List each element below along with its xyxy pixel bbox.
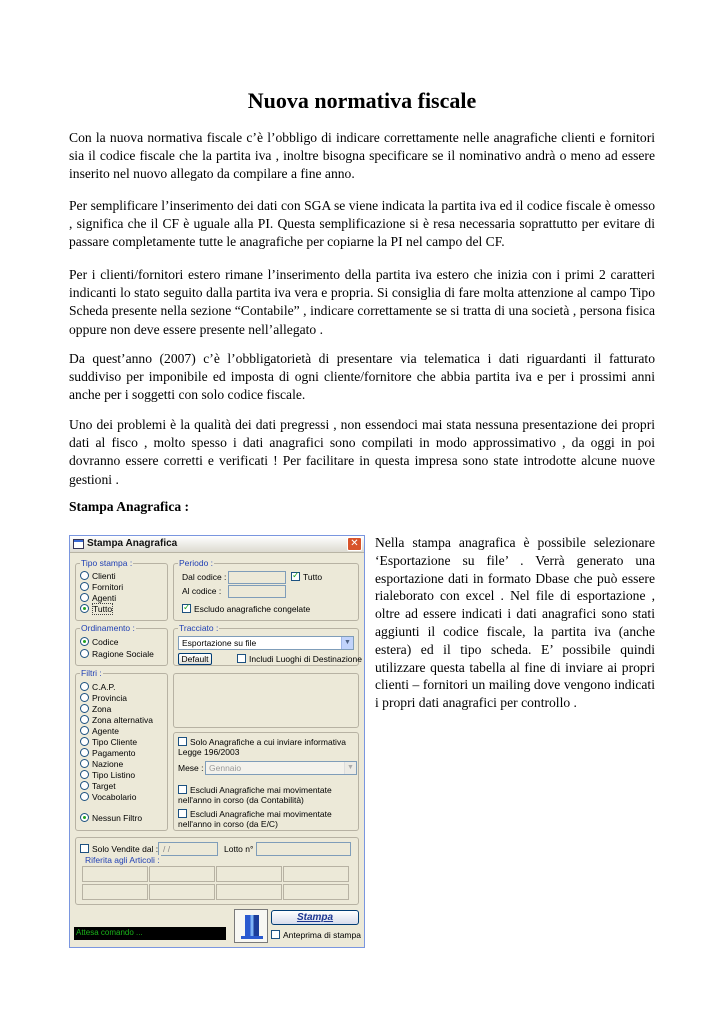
export-icon[interactable] [234,909,268,943]
articolo-cell[interactable] [82,866,148,882]
radio-icon [80,693,89,702]
radio-fornitori[interactable]: Fornitori [80,582,123,593]
checkbox-checked-icon [291,572,300,581]
periodo-group [173,558,359,621]
side-description: Nella stampa anagrafica è possibile selezionare ‘Esportazione su file’ . Verrà generato una esportazione dati in formato Dbase che può essere rialeborato con excel . Nel file di esportazione , oltre ad essere indicati i dati anagrafici sono stati aggiunti il codice fiscale, la partita iva (anche estera) ed il tipo scheda. E’ possibile quindi utilizzare questa tabella al fine di inviare ai propri clienti – fornitori un mailing dove vengono indicati i propri dati anagrafici per controllo . [375,535,655,711]
radio-icon [80,704,89,713]
articolo-cell[interactable] [149,866,215,882]
section-heading: Stampa Anagrafica : [69,499,190,514]
dal-codice-label: Dal codice : [182,572,227,582]
page-title: Nuova normativa fiscale [247,88,477,113]
vendite-group [75,837,359,905]
filtro-target[interactable]: Target [80,781,116,792]
radio-codice[interactable]: Codice [80,637,118,648]
radio-selected-icon [80,637,89,646]
paragraph-3: Per i clienti/fornitori estero rimane l’inserimento della partita iva estero che inizia con i primi 2 caratteri indicanti lo stato seguito dalla partita iva vera e propria. Si consiglia di fare molta attenzione al campo Tipo Scheda presente nella sezione “Contabile” , indicare correttamente se si tratta di una società , persona fisica oppure non deve essere presente nell’allegato . [69,267,655,337]
radio-icon [80,748,89,757]
radio-clienti[interactable]: Clienti [80,571,116,582]
includi-luoghi-checkbox[interactable]: Includi Luoghi di Destinazione [237,654,362,665]
radio-icon [80,715,89,724]
checkbox-icon [178,737,187,746]
stampa-button[interactable]: Stampa [271,910,359,925]
radio-icon [80,737,89,746]
radio-icon [80,582,89,591]
filtro-zona[interactable]: Zona [80,704,111,715]
tracciato-select[interactable]: Esportazione su file ▼ [178,636,354,650]
checkbox-icon [80,844,89,853]
radio-tutto[interactable]: Tutto [80,604,113,615]
filter-value-panel [173,673,359,728]
tutto-checkbox[interactable]: ✓ Tutto [291,572,322,583]
al-codice-label: Al codice : [182,586,222,596]
radio-agenti[interactable]: Agenti [80,593,116,604]
tipo-stampa-label: Tipo stampa : [81,558,133,568]
ordinamento-label: Ordinamento : [81,623,135,633]
escludo-congelate-checkbox[interactable]: ✓Escludo anagrafiche congelate [182,604,310,615]
radio-icon [80,781,89,790]
dialog-titlebar [70,536,364,553]
filtri-label: Filtri : [81,668,102,678]
dal-codice-input[interactable] [228,571,286,584]
close-icon[interactable]: ✕ [347,537,362,551]
articolo-cell[interactable] [216,866,282,882]
radio-icon [80,759,89,768]
paragraph-1: Con la nuova normativa fiscale c’è l’obbligo di indicare correttamente nelle anagrafiche clienti e fornitori sia il codice fiscale che la partita iva , inoltre bisogna specificare se il nominativo andrà o meno ad essere inserito nel nuovo allegato da compilare a fine anno. [69,130,655,182]
stampa-anagrafica-dialog [69,535,365,948]
checkbox-icon [237,654,246,663]
default-button[interactable]: Default [178,653,212,665]
radio-icon [80,770,89,779]
checkbox-icon [178,809,187,818]
periodo-label: Periodo : [179,558,214,568]
paragraph-2: Per semplificare l’inserimento dei dati con SGA se viene indicata la partita iva ed il codice fiscale è omesso , significa che il CF è uguale alla PI. Questa semplificazione si è resa necessaria soprattutto per evitare di passare completamente tutte le anagrafiche per copiarne la PI nel campo del CF. [69,198,655,250]
ordinamento-group [75,623,168,666]
articolo-cell[interactable] [149,884,215,900]
riferita-articoli-label: Riferita agli Articoli : [85,855,160,865]
filtro-zona-alternativa[interactable]: Zona alternativa [80,715,153,726]
mese-select[interactable]: Gennaio ▼ [205,761,357,775]
filtro-nazione[interactable]: Nazione [80,759,123,770]
radio-selected-icon [80,813,89,822]
escludi-contabilita-checkbox[interactable]: Escludi Anagrafiche mai movimentate nell'anno in corso (da Contabilità) [178,785,332,805]
articolo-cell[interactable] [216,884,282,900]
anteprima-checkbox[interactable]: Anteprima di stampa [271,930,361,941]
lotto-input[interactable] [256,842,351,856]
dialog-title: Stampa Anagrafica [87,538,178,549]
filtri-group [75,668,168,831]
escludi-ec-checkbox[interactable]: Escludi Anagrafiche mai movimentate nell'anno in corso (da E/C) [178,809,332,829]
checkbox-icon [178,785,187,794]
articolo-cell[interactable] [82,884,148,900]
solo-vendite-date-input[interactable]: / / [158,842,218,856]
articolo-cell[interactable] [283,866,349,882]
solo-vendite-checkbox[interactable]: Solo Vendite dal : [80,844,158,855]
options-panel [173,732,359,831]
tracciato-group [173,623,362,666]
solo-anagrafiche-checkbox[interactable]: Solo Anagrafiche a cui inviare informativa Legge 196/2003 [178,737,346,757]
tipo-stampa-group [75,558,168,621]
radio-icon [80,571,89,580]
filtro-nessun-filtro[interactable]: Nessun Filtro [80,813,142,824]
checkbox-icon [271,930,280,939]
filtro-tipo-listino[interactable]: Tipo Listino [80,770,135,781]
filtro-pagamento[interactable]: Pagamento [80,748,135,759]
filtro-vocabolario[interactable]: Vocabolario [80,792,136,803]
filtro-cap[interactable]: C.A.P. [80,682,115,693]
filtro-provincia[interactable]: Provincia [80,693,127,704]
lotto-label: Lotto n° [224,844,254,854]
checkbox-checked-icon [182,604,191,613]
al-codice-input[interactable] [228,585,286,598]
radio-icon [80,593,89,602]
filtro-agente[interactable]: Agente [80,726,119,737]
radio-icon [80,792,89,801]
paragraph-5: Uno dei problemi è la qualità dei dati pregressi , non essendoci mai stata nessuna presentazione dei propri dati al fisco , molto spesso i dati anagrafici sono compilati in modo approssimativo , da oggi in poi dovranno essere corretti e verificati ! Per facilitare in questa impresa sono state introdotte alcune nuove gestioni . [69,417,655,487]
articolo-cell[interactable] [283,884,349,900]
chevron-down-icon: ▼ [344,762,356,774]
radio-icon [80,682,89,691]
tracciato-label: Tracciato : [179,623,219,633]
window-icon [73,539,84,549]
radio-icon [80,726,89,735]
radio-icon [80,649,89,658]
chevron-down-icon: ▼ [341,637,353,649]
status-bar: Attesa comando ... [74,927,226,940]
mese-label: Mese : [178,763,204,773]
radio-ragione-sociale[interactable]: Ragione Sociale [80,649,154,660]
paragraph-4: Da quest’anno (2007) c’è l’obbligatorietà di presentare via telematica i dati riguardanti il fatturato suddiviso per imponibile ed imposta di ogni cliente/fornitore che abbia partita iva e per i prossimi anni anche per i soggetti con solo codice fiscale. [69,351,655,403]
filtro-tipo-cliente[interactable]: Tipo Cliente [80,737,137,748]
radio-selected-icon [80,604,89,613]
